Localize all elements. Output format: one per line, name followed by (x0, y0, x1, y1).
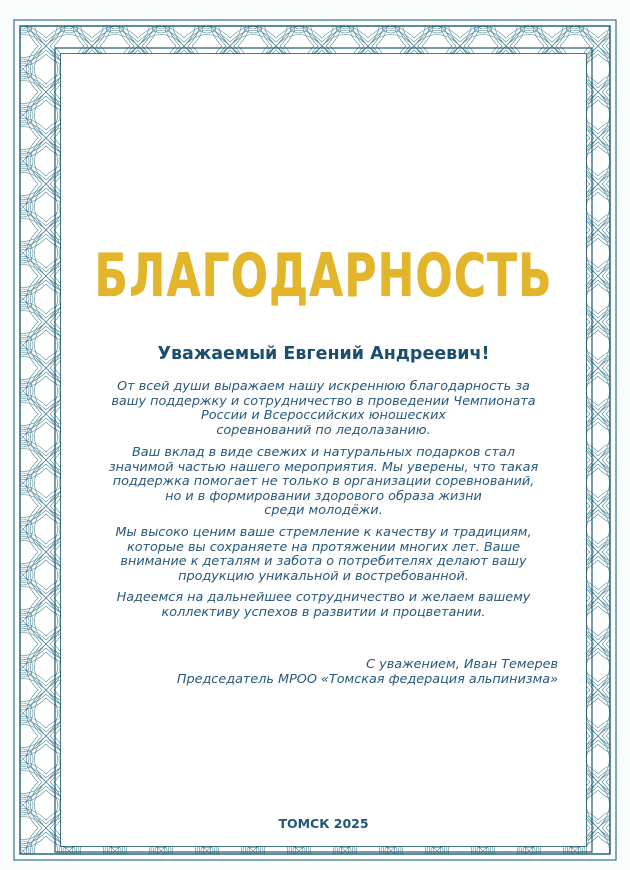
text-line: соревнований по ледолазанию. (216, 422, 431, 438)
text-line: Мы высоко ценим ваше стремление к качеству и традициям, (115, 525, 532, 540)
paragraph-1 (81, 380, 566, 438)
paragraph-2 (81, 446, 566, 519)
text-line: Надеемся на дальнейшее сотрудничество и желаем вашему (116, 590, 531, 605)
footer-city-year: ТОМСК 2025 (278, 816, 369, 831)
text-line: которые вы сохраняете на протяжении многих лет. Ваше (126, 539, 521, 555)
text-line: Ваш вклад в виде свежих и натуральных подарков стал (132, 445, 515, 460)
text-line: но и в формировании здорового образа жизни (165, 488, 482, 504)
paragraph-4 (81, 591, 566, 620)
certificate-content (61, 54, 586, 846)
paragraph-3 (81, 526, 566, 584)
document-title: БЛАГОДАРНОСТЬ (94, 242, 553, 311)
signature-position: Председатель МРОО «Томская федерация альпинизма» (176, 672, 558, 687)
text-line: вашу поддержку и сотрудничество в проведении Чемпионата (111, 393, 536, 409)
text-line: коллективу успехов в развитии и процветании. (161, 604, 486, 620)
text-line: внимание к деталям и забота о потребителях делают вашу (120, 554, 527, 569)
signature-regards: С уважением, Иван Темерев (366, 657, 558, 672)
text-line: среди молодёжи. (264, 503, 383, 518)
greeting: Уважаемый Евгений Андреевич! (157, 344, 490, 364)
text-line: России и Всероссийских юношеских (201, 408, 446, 423)
signature-block (177, 657, 558, 687)
text-line: От всей души выражаем нашу искреннюю благодарность за (117, 379, 530, 394)
text-line: поддержка помогает не только в организации соревнований, (112, 474, 535, 489)
text-line: значимой частью нашего мероприятия. Мы уверены, что такая (108, 459, 539, 475)
text-line: продукцию уникальной и востребованной. (178, 568, 469, 584)
